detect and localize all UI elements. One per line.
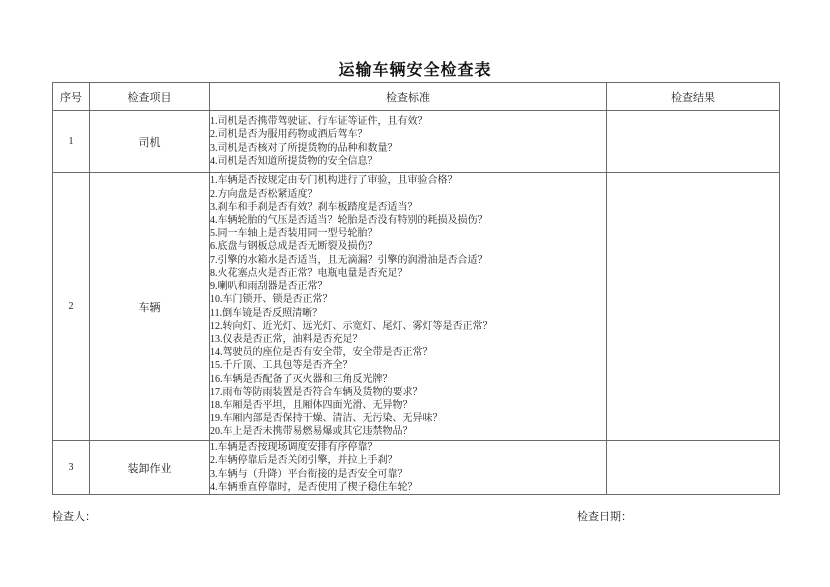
- standard-line: 17.雨布等防雨装置是否符合车辆及货物的要求？: [210, 386, 423, 398]
- standard-line: 15.千斤顶、工具包等是否齐全？: [210, 360, 353, 372]
- standard-line: 12.转向灯、近光灯、远光灯、示宽灯、尾灯、雾灯等是否正常？: [210, 320, 493, 332]
- standard-line: 5.同一车轴上是否装用同一型号轮胎？: [210, 228, 378, 240]
- row-number: 3: [53, 441, 90, 495]
- standard-line: 3.车辆与（升降）平台衔接的是否安全可靠？: [210, 468, 408, 480]
- standard-line: 2.车辆停靠后是否关闭引擎，并拉上手刹？: [210, 455, 398, 467]
- standard-line: 3.司机是否核对了所提货物的品种和数量？: [210, 142, 398, 154]
- header-check-standard: 检查标准: [210, 83, 607, 111]
- standard-line: 20.车上是否未携带易燃易爆或其它违禁物品？: [210, 426, 413, 438]
- table-row: [53, 441, 780, 495]
- row-check-item: 车辆: [90, 173, 210, 441]
- standard-line: 10.车门锁开、锁是否正常？: [210, 294, 333, 306]
- standard-line: 13.仪表是否正常，油料是否充足？: [210, 333, 363, 345]
- row-check-item: 装卸作业: [90, 441, 210, 495]
- standard-line: 9.喇叭和雨刮器是否正常？: [210, 281, 328, 293]
- standard-line: 16.车辆是否配备了灭火器和三角反光牌？: [210, 373, 393, 385]
- inspection-table: [52, 82, 780, 495]
- standard-line: 8.火花塞点火是否正常？电瓶电量是否充足？: [210, 267, 408, 279]
- standard-line: 18.车厢是否平坦，且厢体四面光滑、无异物？: [210, 399, 413, 411]
- standard-line: 4.车辆轮胎的气压是否适当？轮胎是否没有特别的耗损及损伤？: [210, 215, 488, 227]
- standard-line: 11.倒车镜是否反照清晰？: [210, 307, 323, 319]
- row-check-standards: [210, 111, 607, 173]
- table-header-row: [53, 83, 780, 111]
- standard-line: 2.司机是否为服用药物或酒后驾车？: [210, 129, 368, 141]
- row-number: 1: [53, 111, 90, 173]
- row-check-standards: [210, 441, 607, 495]
- row-check-result: [607, 173, 780, 441]
- standard-line: 7.引擎的水箱水是否适当，且无滴漏？引擎的润滑油是否合适？: [210, 254, 488, 266]
- header-number: 序号: [53, 83, 90, 111]
- table-body: [53, 111, 780, 495]
- standard-line: 4.司机是否知道所提货物的安全信息？: [210, 155, 378, 167]
- standard-line: 1.车辆是否按现场调度安排有序停靠？: [210, 442, 378, 454]
- standard-line: 6.底盘与钢板总成是否无断裂及损伤？: [210, 241, 378, 253]
- row-check-result: [607, 111, 780, 173]
- table-row: [53, 111, 780, 173]
- standard-line: 14.驾驶员的座位是否有安全带，安全带是否正常？: [210, 347, 433, 359]
- header-check-result: 检查结果: [607, 83, 780, 111]
- standard-line: 2.方向盘是否松紧适度？: [210, 188, 318, 200]
- row-check-standards: [210, 173, 607, 441]
- inspection-date-label: 检查日期：: [577, 511, 632, 523]
- row-check-result: [607, 441, 780, 495]
- row-check-item: 司机: [90, 111, 210, 173]
- row-number: 2: [53, 173, 90, 441]
- standard-line: 4.车辆垂直停靠时，是否使用了楔子稳住车轮？: [210, 481, 418, 493]
- standard-line: 19.车厢内部是否保持干燥、清洁、无污染、无异味？: [210, 413, 443, 425]
- header-check-item: 检查项目: [90, 83, 210, 111]
- page-title: 运输车辆安全检查表: [338, 62, 492, 79]
- standard-line: 1.司机是否携带驾驶证、行车证等证件，且有效？: [210, 116, 428, 128]
- standard-line: 1.车辆是否按规定由专门机构进行了审验，且审验合格？: [210, 175, 458, 187]
- inspector-label: 检查人：: [52, 511, 96, 523]
- standard-line: 3.刹车和手刹是否有效？刹车板踏度是否适当？: [210, 201, 418, 213]
- table-row: [53, 173, 780, 441]
